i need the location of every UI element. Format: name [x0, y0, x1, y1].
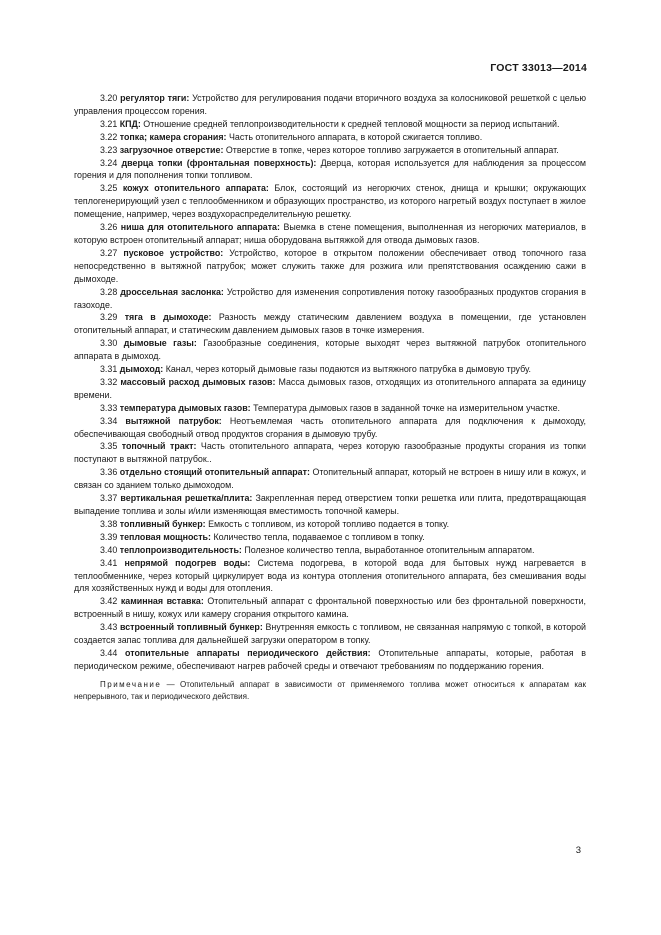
term-entry: [74, 118, 586, 131]
term-name: каминная вставка:: [120, 596, 204, 607]
term-number: 3.23: [100, 144, 118, 155]
term-name: ниша для отопительного аппарата:: [120, 222, 280, 233]
term-name: дроссельная заслонка:: [120, 286, 224, 297]
term-name: кожух отопительного аппарата:: [122, 183, 269, 194]
page-number: 3: [575, 845, 581, 856]
term-number: 3.21: [100, 118, 118, 129]
term-name: пусковое устройство:: [123, 247, 224, 258]
term-name: температура дымовых газов:: [119, 402, 251, 413]
term-entry: [74, 144, 586, 157]
terms-section: [74, 92, 586, 703]
term-name: вытяжной патрубок:: [125, 415, 222, 426]
term-definition: Выемка в стене помещения, выполненная из негорючих материалов, в которую встроен отопительный аппарат; ниша оборудована вытяжкой для отвода дымовых газов.: [74, 222, 586, 245]
term-entry: [74, 531, 586, 544]
term-definition: Масса дымовых газов, отходящих из отопительного аппарата за единицу времени.: [74, 376, 586, 400]
term-name: дверца топки (фронтальная поверхность):: [121, 157, 317, 168]
term-entry: [74, 376, 586, 402]
term-definition: Отверстие в топке, через которое топливо загружается в отопительный аппарат.: [225, 144, 559, 155]
term-number: 3.37: [100, 493, 118, 504]
term-definition: Разность между статическим давлением воздуха в помещении, где установлен отопительный аппарат, и статическим давлением дымовых газов в точке измерения.: [74, 312, 586, 336]
term-definition: Часть отопительного аппарата, в которой сжигается топливо.: [228, 131, 483, 142]
term-number: 3.30: [100, 338, 118, 349]
term-number: 3.33: [100, 402, 118, 413]
term-number: 3.44: [100, 647, 118, 658]
term-number: 3.39: [100, 531, 118, 542]
term-number: 3.28: [100, 286, 118, 297]
term-number: 3.40: [100, 544, 118, 555]
term-entry: [74, 544, 586, 557]
term-number: 3.25: [100, 183, 118, 194]
term-definition: Устройство для регулирования подачи вторичного воздуха за колосниковой решеткой с целью управления процессом горения.: [74, 93, 587, 116]
term-name: дымовые газы:: [123, 338, 197, 349]
term-entry: [74, 518, 586, 531]
term-entry: [74, 157, 586, 183]
term-entry: [74, 595, 586, 621]
term-name: тяга в дымоходе:: [124, 312, 212, 323]
terms-list: [74, 92, 586, 673]
term-entry: [74, 621, 586, 647]
term-number: 3.32: [100, 376, 118, 387]
term-entry: [74, 131, 586, 144]
term-name: регулятор тяги:: [120, 93, 190, 103]
term-definition: Внутренняя емкость с топливом, не связанная напрямую с топкой, в которой создается запас топлива для дальнейшей загрузки оператором в топку.: [74, 622, 587, 646]
term-definition: Отопительный аппарат с фронтальной поверхностью или без фронтальной поверхности, встроенный в нишу, кожух или камеру сгорания открытого камина.: [74, 596, 586, 620]
term-name: отдельно стоящий отопительный аппарат:: [119, 467, 310, 478]
term-number: 3.38: [100, 518, 118, 529]
term-entry: [74, 415, 586, 441]
term-name: топливный бункер:: [119, 518, 206, 529]
term-definition: Блок, состоящий из негорючих стенок, днища и крышки; окружающих теплогенерирующий узел с теплообменником и образующих пространство, из которого нагретый воздух поступает в жилое помещение, например, через воздухораспределительную решетку.: [74, 183, 587, 220]
term-name: встроенный топливный бункер:: [119, 622, 263, 633]
term-entry: [74, 286, 586, 312]
document-id: ГОСТ 33013—2014: [490, 62, 587, 74]
term-number: 3.35: [100, 441, 118, 452]
term-entry: [74, 221, 586, 247]
term-entry: [74, 492, 586, 518]
term-entry: [74, 247, 586, 286]
term-name: загрузочное отверстие:: [119, 144, 224, 155]
term-entry: [74, 311, 586, 337]
term-definition: Устройство, которое в открытом положении обеспечивает отвод топочного газа непосредственно в вытяжной патрубок; может служить также для розжига или препятствования осаждению сажи в дымоходе.: [74, 247, 587, 284]
term-entry: [74, 182, 586, 221]
term-entry: [74, 337, 586, 363]
note-paragraph: [74, 679, 586, 703]
term-number: 3.31: [100, 364, 118, 375]
term-definition: Количество тепла, подаваемое с топливом в топку.: [213, 531, 425, 542]
term-name: топка; камера сгорания:: [119, 131, 227, 142]
term-definition: Дверца, которая используется для наблюдения за процессом горения и для пополнения топки топливом.: [74, 157, 586, 181]
term-definition: Полезное количество тепла, выработанное отопительным аппаратом.: [244, 544, 535, 555]
term-entry: [74, 440, 586, 466]
term-entry: [74, 466, 586, 492]
term-entry: [74, 557, 586, 596]
term-name: КПД:: [119, 118, 141, 129]
term-name: вертикальная решетка/плита:: [120, 493, 253, 504]
term-definition: Неотъемлемая часть отопительного аппарата для подключения к дымоходу, обеспечивающая свободный отвод продуктов сгорания в дымовую трубу.: [74, 415, 587, 439]
term-number: 3.22: [100, 131, 118, 142]
term-definition: Отопительные аппараты, которые, работая в периодическом режиме, обеспечивают нагрев рабочей среды и отвечают требованиям по поддержанию горения.: [74, 647, 587, 671]
term-name: отопительные аппараты периодического действия:: [125, 647, 371, 658]
term-name: тепловая мощность:: [119, 531, 211, 542]
term-number: 3.42: [100, 596, 118, 607]
term-number: 3.20: [100, 93, 118, 103]
note-text: — Отопительный аппарат в зависимости от применяемого топлива может относиться к аппаратам как непрерывного, так и периодического действия.: [74, 679, 586, 701]
term-number: 3.41: [100, 557, 118, 568]
term-definition: Устройство для изменения сопротивления потоку газообразных продуктов сгорания в газоходе.: [74, 286, 586, 310]
term-entry: [74, 92, 586, 118]
term-number: 3.43: [100, 622, 118, 633]
term-definition: Емкость с топливом, из которой топливо подается в топку.: [208, 518, 450, 529]
term-definition: Отношение средней теплопроизводительности к средней тепловой мощности за период испытаний.: [143, 118, 560, 129]
term-definition: Закрепленная перед отверстием топки решетка или плита, предотвращающая выпадение топлива и золы и/или изменяющая вместимость топочной камеры.: [74, 493, 586, 516]
term-number: 3.26: [100, 222, 118, 233]
term-definition: Температура дымовых газов в заданной точке на измерительном участке.: [253, 402, 561, 413]
term-number: 3.24: [100, 157, 118, 168]
term-name: теплопроизводительность:: [119, 544, 242, 555]
term-definition: Система подогрева, в которой вода для бытовых нужд нагревается в теплообменнике, через который циркулирует вода из контура отопления отопительного аппарата, без смешивания воды для хозяйственных нужд и воды для отопления.: [74, 557, 587, 594]
term-number: 3.36: [100, 467, 118, 478]
term-number: 3.29: [100, 312, 118, 323]
term-definition: Часть отопительного аппарата, через которую газообразные продукты сгорания из топки поступают в вытяжной патрубок..: [74, 441, 586, 465]
term-name: непрямой подогрев воды:: [124, 557, 251, 568]
term-number: 3.34: [100, 415, 118, 426]
term-entry: [74, 647, 586, 673]
term-definition: Канал, через который дымовые газы подаются из вытяжного патрубка в дымовую трубу.: [165, 364, 531, 375]
term-name: топочный тракт:: [121, 441, 197, 452]
term-name: дымоход:: [119, 364, 164, 375]
term-entry: [74, 402, 586, 415]
term-definition: Отопительный аппарат, который не встроен в нишу или в кожух, и связан со зданием только дымоходом.: [74, 467, 587, 491]
term-number: 3.27: [100, 247, 118, 258]
note-label: Примечание: [100, 679, 162, 689]
term-name: массовый расход дымовых газов:: [120, 376, 276, 387]
term-entry: [74, 363, 586, 376]
term-definition: Газообразные соединения, которые выходят через вытяжной патрубок отопительного аппарата в дымоход.: [74, 338, 587, 362]
